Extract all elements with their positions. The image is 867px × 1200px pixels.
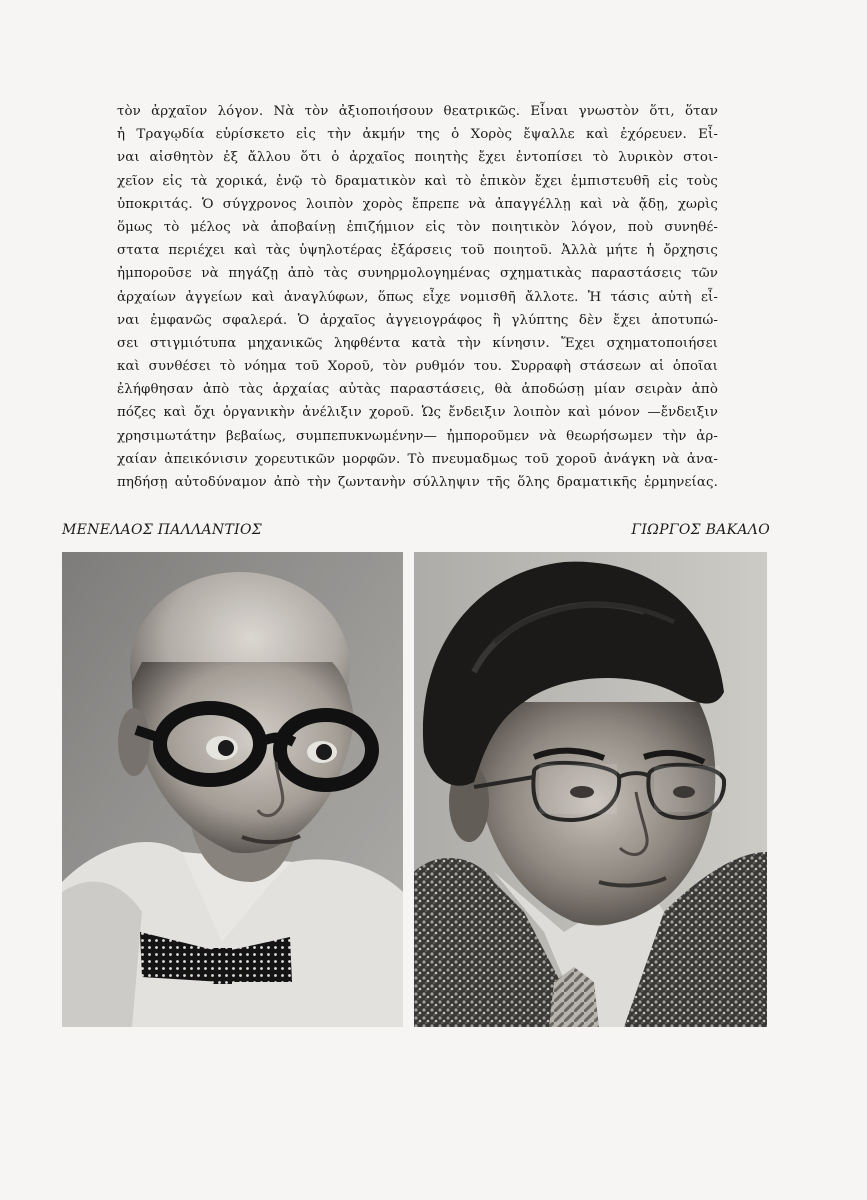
portrait-caption-right: ΓΙΩΡΓΟΣ ΒΑΚΑΛΟ — [631, 522, 770, 538]
text-line: τὸν ἀρχαῖον λόγον. Νὰ τὸν ἀξιοποιήσουν θεατρικῶς. Εἶναι γνωστὸν ὅτι, ὅταν — [117, 104, 718, 119]
text-line: χρησιμωτάτην βεβαίως, συμπεπυκνωμένην— ἠμποροῦμεν νὰ θεωρήσωμεν τὴν ἀρ- — [117, 428, 718, 444]
article-body — [117, 100, 718, 494]
text-line: στατα περιέχει καὶ τὰς ὑψηλοτέρας ἐξάρσεις τοῦ ποιητοῦ. Ἀλλὰ μήτε ἡ ὄρχησις — [117, 243, 718, 259]
portrait-caption-left: ΜΕΝΕΛΑΟΣ ΠΑΛΛΑΝΤΙΟΣ — [62, 522, 262, 538]
text-line: ἐλήφθησαν ἀπὸ τὰς ἀρχαίας αὐτὰς παραστάσεις, θὰ ἀποδώσῃ μίαν σειρὰν ἀπὸ — [117, 382, 718, 398]
text-line: ὅμως τὸ μέλος νὰ ἀποβαίνῃ ἐπιζήμιον εἰς τὸν ποιητικὸν λόγον, ποὺ συνηθέ- — [117, 219, 718, 235]
portrait-right-image — [414, 552, 767, 1027]
text-line: χεῖον εἰς τὰ χορικά, ἐνῷ τὸ δραματικὸν καὶ τὸ ἐπικὸν ἔχει ἐμπιστευθῆ εἰς τοὺς — [117, 173, 718, 189]
text-line: ἡ Τραγῳδία εὑρίσκετο εἰς τὴν ἀκμήν της ὁ Χορὸς ἔψαλλε καὶ ἐχόρευεν. Εἶ- — [117, 127, 718, 143]
portrait-photo-right — [414, 552, 767, 1027]
portrait-left-image — [62, 552, 403, 1027]
text-line: ναι ἐμφανῶς σφαλερά. Ὁ ἀρχαῖος ἀγγειογράφος ἢ γλύπτης δὲν ἔχει ἀποτυπώ- — [117, 312, 718, 328]
text-line: ἠμποροῦσε νὰ πηγάζῃ ἀπὸ τὰς συνηρμολογημένας σχηματικὰς παραστάσεις τῶν — [117, 266, 718, 282]
text-line: ἀρχαίων ἀγγείων καὶ ἀναγλύφων, ὅπως εἶχε νομισθῆ ἄλλοτε. Ἡ τάσις αὐτὴ εἶ- — [117, 289, 718, 305]
text-line: σει στιγμιότυπα μηχανικῶς ληφθέντα κατὰ τὴν κίνησιν. Ἔχει σχηματοποιήσει — [117, 335, 718, 351]
text-line: πόζες καὶ ὄχι ὀργανικὴν ἀνέλιξιν χοροῦ. Ὡς ἔνδειξιν λοιπὸν καὶ μόνον —ἔνδειξιν — [117, 405, 718, 421]
text-line: χαίαν ἀπεικόνισιν χορευτικῶν μορφῶν. Τὸ πνευμαδμως τοῦ χοροῦ ἀνάγκη νὰ ἀνα- — [117, 451, 718, 467]
portrait-photo-left — [62, 552, 403, 1027]
text-line: ὑποκριτάς. Ὁ σύγχρονος λοιπὸν χορὸς ἔπρεπε νὰ ἀπαγγέλλῃ καὶ νὰ ᾄδῃ, χωρὶς — [117, 196, 718, 212]
text-line: καὶ συνθέσει τὸ νόημα τοῦ Χοροῦ, τὸν ρυθμόν του. Συρραφὴ στάσεων αἱ ὁποῖαι — [117, 359, 718, 375]
text-line: πηδήσῃ αὐτοδύναμον ἀπὸ τὴν ζωντανὴν σύλληψιν τῆς ὅλης δραματικῆς ἑρμηνείας. — [117, 475, 718, 490]
text-line: ναι αἰσθητὸν ἐξ ἄλλου ὅτι ὁ ἀρχαῖος ποιητὴς ἔχει ἐντοπίσει τὸ λυρικὸν στοι- — [117, 150, 718, 166]
